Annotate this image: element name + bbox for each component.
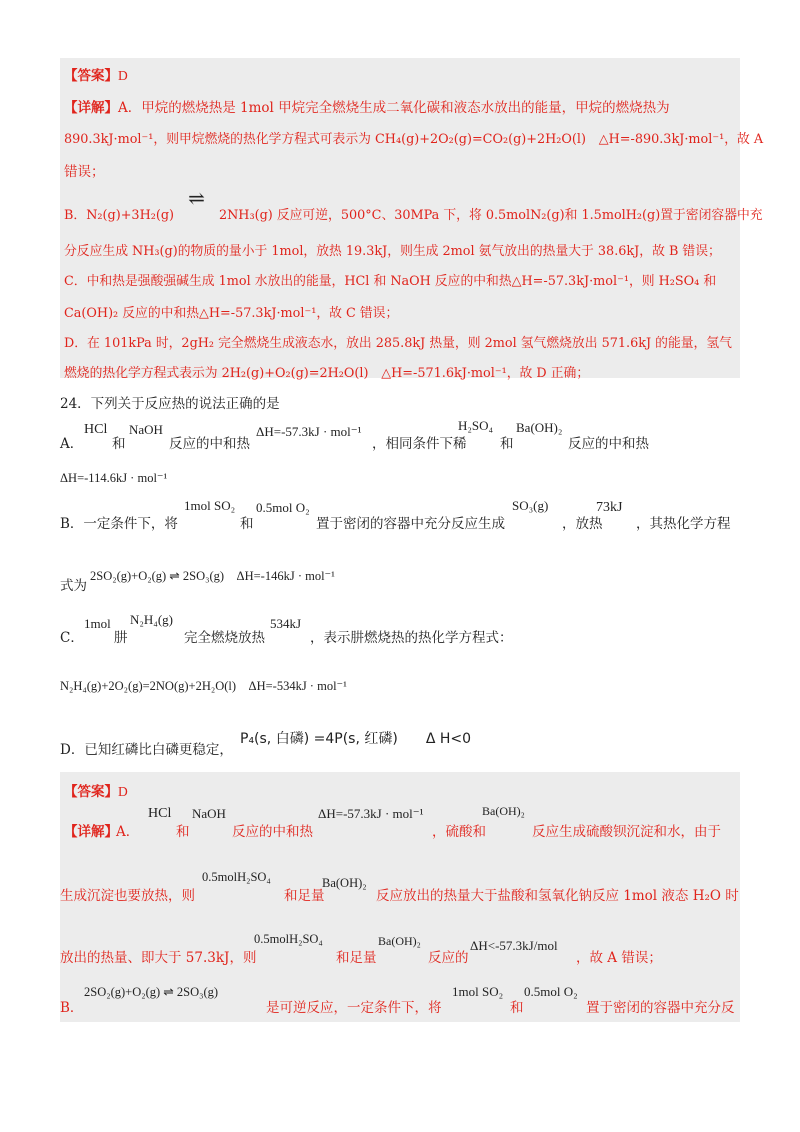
option-b-so2: 1mol SO₂ bbox=[184, 498, 236, 513]
answer-value: D bbox=[118, 68, 128, 83]
option-a-prefix: A． bbox=[60, 436, 84, 452]
option-b-text-2: 置于密闭的容器中充分反应生成 bbox=[316, 516, 505, 532]
detail-2-l2-text-1: 生成沉淀也要放热，则 bbox=[60, 888, 195, 904]
option-a-baoh: Ba(OH)₂ bbox=[516, 420, 563, 435]
detail-d-line-2: 燃烧的热化学方程式表示为 2H₂(g)+O₂(g)=2H₂O(l) △H=-571.6kJ·mol⁻¹，故 D 正确； bbox=[64, 366, 590, 381]
detail-b-line-1 bbox=[64, 186, 763, 224]
detail-2-b-equation: 2SO₂(g)+O₂(g) ⇌ 2SO₃(g) bbox=[84, 985, 219, 999]
answer-tag: 【答案】 bbox=[64, 784, 118, 800]
detail-b-line-2: 分反应生成 NH₃(g)的物质的量小于 1mol，放热 19.3kJ，则生成 2mol 氨气放出的热量大于 38.6kJ，故 B 错误； bbox=[64, 244, 721, 259]
detail-2-hcl: HCl bbox=[148, 806, 172, 821]
detail-2-b-so2: 1mol SO₂ bbox=[452, 984, 504, 999]
detail-text: A．甲烷的燃烧热是 1mol 甲烷完全燃烧生成二氧化碳和液态水放出的能量，甲烷的燃烧热为 bbox=[118, 100, 670, 116]
option-b-equation: 2SO₂(g)+O₂(g) ⇌ 2SO₃(g) ΔH=-146kJ · mol⁻¹ bbox=[90, 569, 335, 583]
detail-2-b-o2: 0.5mol O₂ bbox=[524, 984, 578, 999]
option-b-73kj: 73kJ bbox=[596, 500, 623, 515]
detail-2-l3-text-2: 和足量 bbox=[336, 950, 377, 966]
option-d-text-1: D．已知红磷比白磷更稳定， bbox=[60, 742, 233, 758]
option-c-1mol: 1mol bbox=[84, 616, 111, 631]
detail-b-lhs: B．N₂(g)+3H₂(g) bbox=[64, 208, 175, 223]
option-c-jing: 肼 bbox=[114, 630, 128, 646]
detail-2-text-1: 反应的中和热 bbox=[232, 824, 313, 840]
option-b-text-3: ，放热 bbox=[562, 516, 603, 532]
detail-2-l2-text-3: 反应放出的热量大于盐酸和氢氧化钠反应 1mol 液态 H₂O 时 bbox=[376, 888, 739, 904]
detail-2-l3-h2so4: 0.5molH₂SO₄ bbox=[254, 932, 323, 946]
detail-d-line-1: D．在 101kPa 时，2gH₂ 完全燃烧生成液态水，放出 285.8kJ 热量，则 2mol 氢气燃烧放出 571.6kJ 的能量，氢气 bbox=[64, 336, 732, 351]
detail-2-he: 和 bbox=[176, 824, 190, 840]
option-b-so3: SO₃(g) bbox=[512, 498, 549, 513]
detail-2-a-prefix: A． bbox=[116, 824, 140, 840]
detail-2-dh: ΔH=-57.3kJ · mol⁻¹ bbox=[318, 806, 424, 821]
option-c-equation: N₂H₄(g)+2O₂(g)=2NO(g)+2H₂O(l) ΔH=-534kJ · mol⁻¹ bbox=[60, 679, 347, 693]
option-a-dh: ΔH=-57.3kJ · mol⁻¹ bbox=[256, 424, 362, 439]
detail-2-baoh: Ba(OH)₂ bbox=[482, 804, 525, 818]
option-b-line-2-prefix: 式为 bbox=[60, 578, 87, 594]
equilibrium-arrow-icon: ⇌ bbox=[188, 186, 205, 210]
option-a-line-2: ΔH=-114.6kJ · mol⁻¹ bbox=[60, 471, 168, 485]
detail-2-text-2: ，硫酸和 bbox=[432, 824, 486, 840]
option-b-text-4: ，其热化学方程 bbox=[636, 516, 731, 532]
detail-a-line-3: 错误； bbox=[64, 164, 105, 180]
option-a-text-1: 反应的中和热 bbox=[169, 436, 250, 452]
option-c-text-2: 完全燃烧放热 bbox=[184, 630, 265, 646]
detail-2-l3-dh: ΔH<-57.3kJ/mol bbox=[470, 938, 558, 953]
option-a-he-2: 和 bbox=[500, 436, 514, 452]
option-c-n2h4: N₂H₄(g) bbox=[130, 612, 173, 627]
detail-c-line-1: C．中和热是强酸强碱生成 1mol 水放出的能量，HCl 和 NaOH 反应的中和热△H=-57.3kJ·mol⁻¹，则 H₂SO₄ 和 bbox=[64, 274, 717, 289]
option-b-text-1: B．一定条件下，将 bbox=[60, 516, 178, 532]
detail-2-l3-text-4: ，故 A 错误； bbox=[576, 950, 662, 966]
detail-2-l3-text-3: 反应的 bbox=[428, 950, 469, 966]
detail-tag: 【详解】 bbox=[64, 100, 118, 116]
question-stem: 24．下列关于反应热的说法正确的是 bbox=[60, 396, 280, 412]
detail-c-line-2: Ca(OH)₂ 反应的中和热△H=-57.3kJ·mol⁻¹，故 C 错误； bbox=[64, 306, 399, 321]
detail-2-tag: 【详解】 bbox=[64, 824, 118, 840]
option-a-hcl: HCl bbox=[84, 422, 108, 437]
detail-2-b-prefix: B． bbox=[60, 1000, 84, 1016]
option-a-naoh: NaOH bbox=[129, 422, 163, 437]
answer-value: D bbox=[118, 784, 128, 799]
detail-a-line-2: 890.3kJ·mol⁻¹，则甲烷燃烧的热化学方程式可表示为 CH₄(g)+2O₂(g)=CO₂(g)+2H₂O(l) △H=-890.3kJ·mol⁻¹，故 A bbox=[64, 132, 764, 147]
detail-b-text: 2NH₃(g) 反应可逆，500°C、30MPa 下，将 0.5molN₂(g)和 1.5molH₂(g)置于密闭容器中充 bbox=[218, 208, 763, 223]
detail-2-text-3: 反应生成硫酸钡沉淀和水，由于 bbox=[532, 824, 721, 840]
option-a-h2so4: H₂SO₄ bbox=[458, 418, 494, 433]
detail-2-l3-text-1: 放出的热量、即大于 57.3kJ，则 bbox=[60, 950, 257, 966]
answer-2-line-1 bbox=[64, 780, 128, 800]
option-a-text-2: ，相同条件下稀 bbox=[372, 436, 467, 452]
option-c-text-3: ，表示肼燃烧热的热化学方程式： bbox=[310, 630, 513, 646]
detail-a-line-1 bbox=[64, 96, 670, 116]
option-a-text-3: 反应的中和热 bbox=[568, 436, 649, 452]
detail-2-b-text-1: 是可逆反应，一定条件下，将 bbox=[266, 1000, 442, 1016]
detail-2-b-he: 和 bbox=[510, 1000, 524, 1016]
option-b-o2: 0.5mol O₂ bbox=[256, 500, 310, 515]
option-d-equation: P₄(s, 白磷) =4P(s, 红磷) Δ H<0 bbox=[240, 731, 472, 747]
detail-2-l2-text-2: 和足量 bbox=[284, 888, 325, 904]
detail-2-l2-h2so4: 0.5molH₂SO₄ bbox=[202, 870, 271, 884]
detail-2-naoh: NaOH bbox=[192, 806, 226, 821]
option-c-prefix: C． bbox=[60, 630, 84, 646]
answer-line-1 bbox=[64, 64, 128, 84]
detail-2-l2-baoh: Ba(OH)₂ bbox=[322, 876, 367, 890]
answer-tag: 【答案】 bbox=[64, 68, 118, 84]
option-c-534kj: 534kJ bbox=[270, 616, 302, 631]
detail-2-l3-baoh: Ba(OH)₂ bbox=[378, 934, 421, 948]
option-a-he: 和 bbox=[112, 436, 126, 452]
detail-2-b-text-2: 置于密闭的容器中充分反 bbox=[586, 1000, 735, 1016]
option-b-he: 和 bbox=[240, 516, 254, 532]
